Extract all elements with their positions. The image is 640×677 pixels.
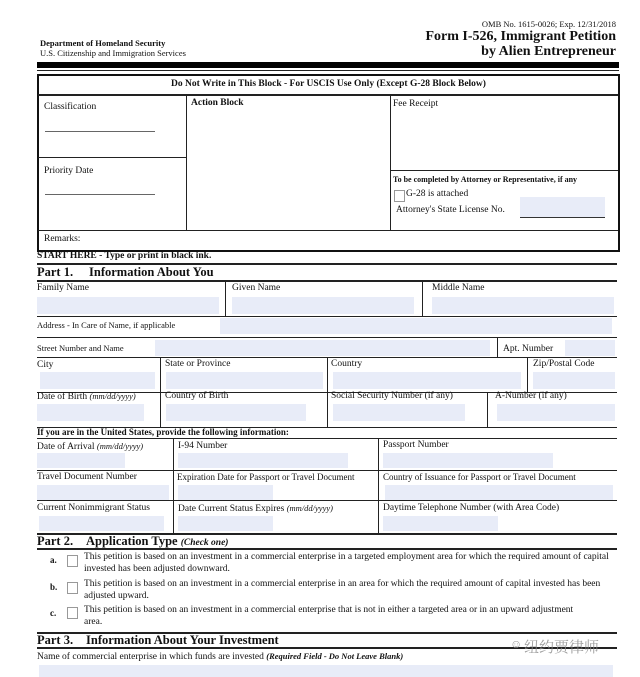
status-format: (mm/dd/yyyy) [286, 503, 333, 513]
omb-number: OMB No. 1615-0026; Exp. 12/31/2018 [481, 19, 616, 29]
street-label: Street Number and Name [37, 343, 124, 353]
priority-date-line [45, 194, 155, 195]
status-expires-label: Date Current Status Expires [178, 504, 285, 514]
enterprise-note: (Required Field - Do Not Leave Blank) [266, 651, 404, 661]
part2-title: Application Type [86, 534, 178, 548]
option-b-letter: b. [50, 582, 58, 592]
divider [422, 282, 423, 316]
part1-title: Information About You [89, 265, 214, 279]
option-c-checkbox[interactable] [67, 607, 78, 619]
ssn-label: Social Security Number (if any) [331, 391, 453, 401]
uscis-block [37, 74, 620, 252]
divider [38, 230, 618, 231]
state-input[interactable] [166, 372, 323, 389]
divider [225, 282, 226, 316]
divider [37, 316, 617, 317]
divider [390, 170, 618, 171]
divider [37, 280, 617, 282]
option-b-checkbox[interactable] [67, 582, 78, 594]
divider [327, 357, 328, 392]
given-name-input[interactable] [232, 297, 414, 314]
country-issuance-label: Country of Issuance for Passport or Travel Document [383, 472, 576, 482]
attorney-heading: To be completed by Attorney or Representative, if any [393, 175, 578, 184]
middle-name-label: Middle Name [432, 283, 485, 293]
apt-label: Apt. Number [503, 344, 554, 354]
country-birth-label: Country of Birth [165, 391, 229, 401]
option-c-letter: c. [50, 608, 57, 618]
remarks-label: Remarks: [44, 234, 81, 244]
action-block-label: Action Block [191, 98, 244, 108]
divider [497, 337, 498, 357]
priority-date-label: Priority Date [44, 166, 94, 176]
divider [37, 438, 617, 439]
status-expires-input[interactable] [178, 516, 273, 531]
agency: Department of Homeland Security [40, 38, 166, 48]
status-label: Current Nonimmigrant Status [37, 503, 150, 513]
divider [37, 337, 617, 338]
divider [37, 470, 617, 471]
divider [186, 95, 187, 230]
phone-input[interactable] [383, 516, 498, 531]
wechat-icon: ☺ [510, 637, 523, 651]
i94-label: I-94 Number [178, 441, 228, 451]
divider [327, 392, 328, 428]
divider [37, 500, 617, 501]
g28-checkbox[interactable] [394, 190, 405, 202]
enterprise-input[interactable] [39, 665, 613, 677]
option-a-text: This petition is based on an investment in a commercial enterprise in a targeted employment area for which the required amount of capital invested has been adjusted downward. [84, 552, 609, 574]
zip-input[interactable] [533, 372, 615, 389]
city-label: City [37, 360, 54, 370]
divider [487, 392, 488, 428]
middle-name-input[interactable] [432, 297, 614, 314]
form-title: Form I-526, Immigrant Petition [425, 29, 616, 44]
given-name-label: Given Name [232, 283, 281, 293]
expiration-label: Expiration Date for Passport or Travel Document [177, 472, 355, 482]
g28-label: G-28 is attached [406, 189, 469, 199]
option-b-text: This petition is based on an investment in a commercial enterprise in an area for which the required amount of capital invested has been adjusted upward. [84, 579, 601, 601]
arrival-format: (mm/dd/yyyy) [96, 441, 144, 451]
street-input[interactable] [155, 340, 490, 356]
country-label: Country [331, 359, 363, 369]
divider [37, 548, 617, 550]
country-birth-input[interactable] [166, 404, 306, 421]
us-heading: If you are in the United States, provide the following information: [37, 427, 289, 437]
zip-label: Zip/Postal Code [533, 359, 595, 369]
arrival-label: Date of Arrival [37, 442, 95, 452]
state-label: State or Province [165, 359, 231, 369]
start-here: START HERE - Type or print in black ink. [37, 251, 212, 261]
divider [38, 94, 618, 96]
country-issuance-input[interactable] [385, 485, 613, 500]
dob-format: (mm/dd/yyyy) [89, 391, 136, 401]
subagency: U.S. Citizenship and Immigration Services [40, 48, 186, 58]
phone-label: Daytime Telephone Number (with Area Code) [383, 503, 560, 513]
a-number-label: A-Number (if any) [495, 391, 567, 401]
part1-number: Part 1. [37, 265, 74, 279]
city-input[interactable] [40, 372, 155, 389]
i94-input[interactable] [178, 453, 348, 468]
option-a-letter: a. [50, 555, 57, 565]
divider [390, 95, 391, 230]
part2-number: Part 2. [37, 534, 74, 548]
part2-note: (Check one) [180, 538, 229, 548]
family-name-input[interactable] [37, 297, 219, 314]
country-input[interactable] [333, 372, 521, 389]
divider [527, 357, 528, 392]
passport-input[interactable] [383, 453, 553, 468]
option-c-text: This petition is based on an investment in a commercial enterprise that is not in either a targeted area or in an upward adjustment area. [84, 605, 574, 627]
ssn-input[interactable] [333, 404, 465, 421]
option-a-checkbox[interactable] [67, 555, 78, 567]
divider [378, 438, 379, 533]
divider [160, 392, 161, 428]
license-input[interactable] [520, 197, 605, 218]
divider [173, 438, 174, 533]
classification-label: Classification [44, 102, 97, 112]
in-care-of-input[interactable] [220, 318, 612, 334]
divider [38, 157, 186, 158]
in-care-of-label: Address - In Care of Name, if applicable [37, 320, 176, 330]
divider [160, 357, 161, 392]
part3-number: Part 3. [37, 633, 74, 647]
status-input[interactable] [39, 516, 164, 531]
passport-label: Passport Number [383, 440, 449, 450]
divider [37, 70, 619, 71]
header-bar [37, 62, 619, 68]
arrival-input[interactable] [37, 453, 125, 468]
uscis-block-title: Do Not Write in This Block - For USCIS Use Only (Except G-28 Block Below) [171, 79, 486, 89]
family-name-label: Family Name [37, 283, 89, 293]
travel-doc-input[interactable] [37, 485, 169, 500]
travel-doc-label: Travel Document Number [37, 472, 137, 482]
apt-input[interactable] [565, 340, 615, 356]
expiration-input[interactable] [178, 485, 273, 500]
enterprise-label: Name of commercial enterprise in which funds are invested [37, 652, 264, 662]
form-subtitle: by Alien Entrepreneur [481, 44, 616, 59]
fee-receipt-label: Fee Receipt [393, 99, 439, 109]
dob-input[interactable] [37, 404, 144, 421]
a-number-input[interactable] [497, 404, 615, 421]
dob-label: Date of Birth [37, 392, 88, 402]
watermark: 纽约贾律师 [524, 638, 600, 656]
classification-line [45, 131, 155, 132]
part3-title: Information About Your Investment [86, 633, 279, 647]
license-label: Attorney's State License No. [396, 205, 505, 215]
